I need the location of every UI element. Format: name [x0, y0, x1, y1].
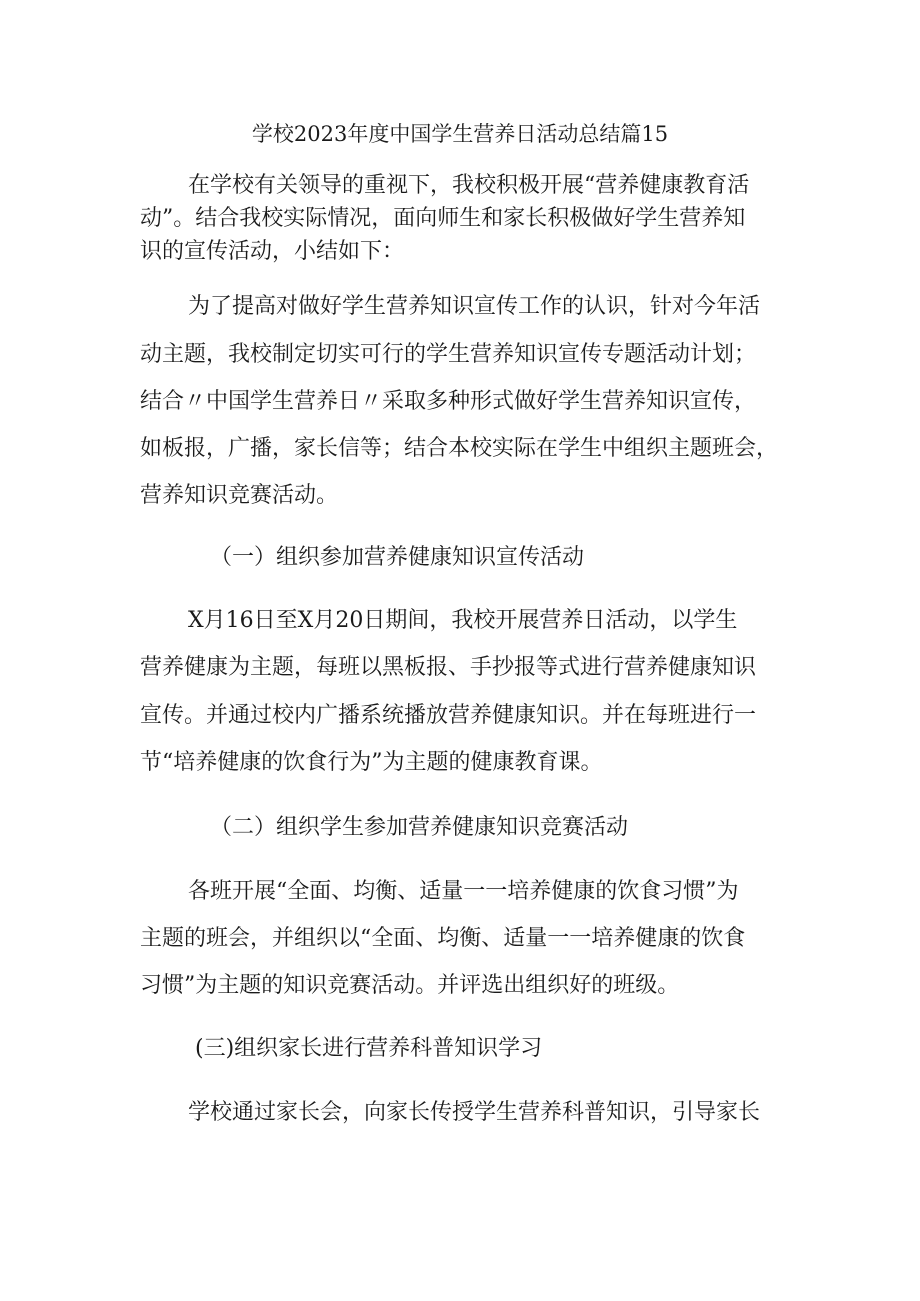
- section-heading-3: (三)组织家长进行营养科普知识学习: [195, 1036, 543, 1061]
- para1-line-1: 为了提高对做好学生营养知识宣传工作的认识，针对今年活: [188, 294, 761, 319]
- intro-line-3: 识的宣传活动，小结如下：: [140, 239, 405, 264]
- para1-line-2: 动主题，我校制定切实可行的学生营养知识宣传专题活动计划；: [140, 342, 757, 367]
- intro-line-2: 动”。结合我校实际情况，面向师生和家长积极做好学生营养知: [140, 206, 746, 231]
- para3-line-1: 各班开展“全面、均衡、适量一一培养健康的饮食习惯”为: [188, 879, 739, 904]
- section-heading-1: （一）组织参加营养健康知识宣传活动: [210, 545, 585, 570]
- section-heading-2: （二）组织学生参加营养健康知识竞赛活动: [210, 815, 629, 840]
- document-title: 学校2023年度中国学生营养日活动总结篇15: [251, 122, 669, 146]
- para1-line-5: 营养知识竞赛活动。: [140, 483, 339, 508]
- para3-line-2: 主题的班会，并组织以“全面、均衡、适量一一培养健康的饮食: [140, 926, 746, 951]
- para2-line-4: 节“培养健康的饮食行为”为主题的健康教育课。: [140, 750, 603, 775]
- para3-line-3: 习惯”为主题的知识竞赛活动。并评选出组织好的班级。: [140, 973, 680, 998]
- para4-line-1: 学校通过家长会，向家长传授学生营养科普知识，引导家长: [188, 1100, 761, 1125]
- para1-line-4: 如板报，广播，家长信等；结合本校实际在学生中组织主题班会，: [140, 436, 779, 461]
- para2-line-1: X月16日至X月20日期间，我校开展营养日活动，以学生: [188, 608, 738, 633]
- intro-line-1: 在学校有关领导的重视下，我校积极开展“营养健康教育活: [188, 173, 750, 198]
- para2-line-3: 宣传。并通过校内广播系统播放营养健康知识。并在每班进行一: [140, 703, 757, 728]
- para1-line-3: 结合〃中国学生营养日〃采取多种形式做好学生营养知识宣传，: [140, 389, 757, 414]
- para2-line-2: 营养健康为主题，每班以黑板报、手抄报等式进行营养健康知识: [140, 655, 757, 680]
